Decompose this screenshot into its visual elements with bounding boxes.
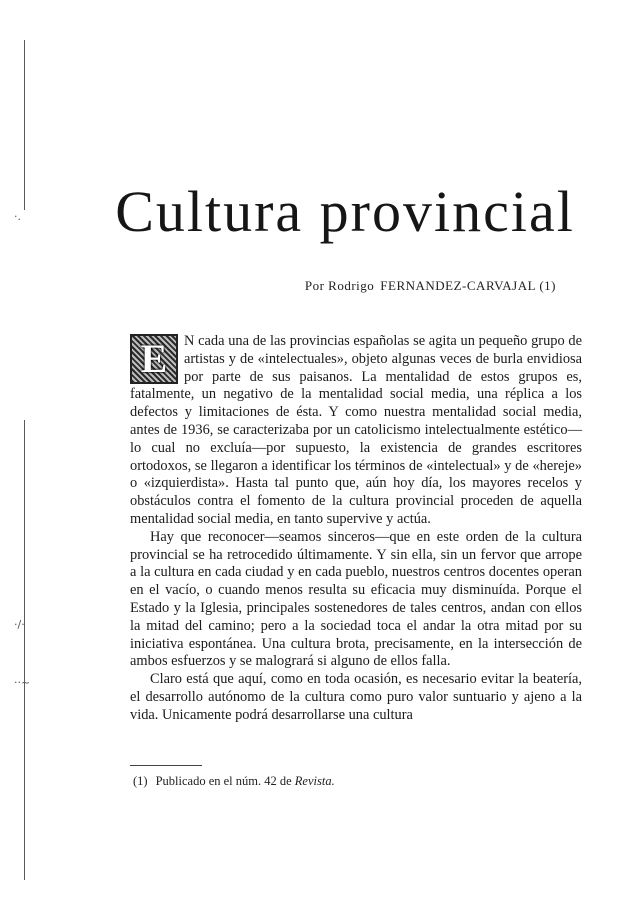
paragraph: Claro está que aquí, como en toda ocasión, es necesario evitar la beatería, el desarrollo autónomo de la cultura como puro valor suntuario y ajeno a la vida. Unicamente podrá desarrollarse una cultura [130,671,582,723]
left-margin-rule [24,420,25,880]
paragraph-text: N cada una de las provincias españolas se agita un pequeño grupo de artistas y de «intelectuales», objeto algunas veces de burla envidiosa por parte de sus paisanos. La mentalidad de estos grupos es, fatalmente, un negativo de la mentalidad social media, una réplica a los defectos y limitaciones de ésta. Y como nuestra mentalidad social media, antes de 1936, se caracterizaba por un catolicismo intelectualmente estético—lo cual no excluía—por supuesto, la existencia de grandes escritores ortodoxos, se llegaron a identificar los términos de «intelectual» y de «hereje» o «izquierdista». Hasta tal punto que, aún hoy día, los mayores recelos y obstáculos contra el fomento de la cultura provincial proceden de aquella mentalidad social media, en tanto supervive y actúa. [130,333,582,527]
margin-mark-icon: ·/· [14,618,25,631]
drop-cap-icon [130,334,178,384]
margin-mark-icon: ·. [14,210,21,223]
footnote-divider [130,765,202,766]
footnote-number: (1) [133,774,148,788]
paragraph: Hay que reconocer—seamos sinceros—que en este orden de la cultura provincial se ha retrocedido últimamente. Y sin ella, sin un fervor que arrope a la cultura en cada ciudad y en cada pueblo, nuestros centros docentes operan en el vacío, o cuando menos resulta su eficacia muy disminuída. Porque el Estado y la Iglesia, principales sostenedores de tales centros, andan con ellos la mitad del camino; pero a la sociedad toca el andar la otra mitad por su iniciativa espontánea. Una cultura brota, precisamente, en la intersección de ambos esfuerzos y se malogrará si alguno de ellos falla. [130,528,582,670]
byline [305,278,556,294]
footnote-journal: Revista. [294,774,335,788]
drop-cap-letter: E [140,336,168,381]
article-title: Cultura provincial [115,179,575,244]
byline-author: FERNANDEZ-CARVAJAL (1) [380,278,556,293]
footnote [133,774,335,789]
footnote-text: Publicado en el núm. 42 de [155,774,292,788]
byline-prefix: Por Rodrigo [304,278,375,293]
article-body [130,333,582,725]
margin-mark-icon: ··~ [14,676,31,689]
paragraph [130,333,582,529]
